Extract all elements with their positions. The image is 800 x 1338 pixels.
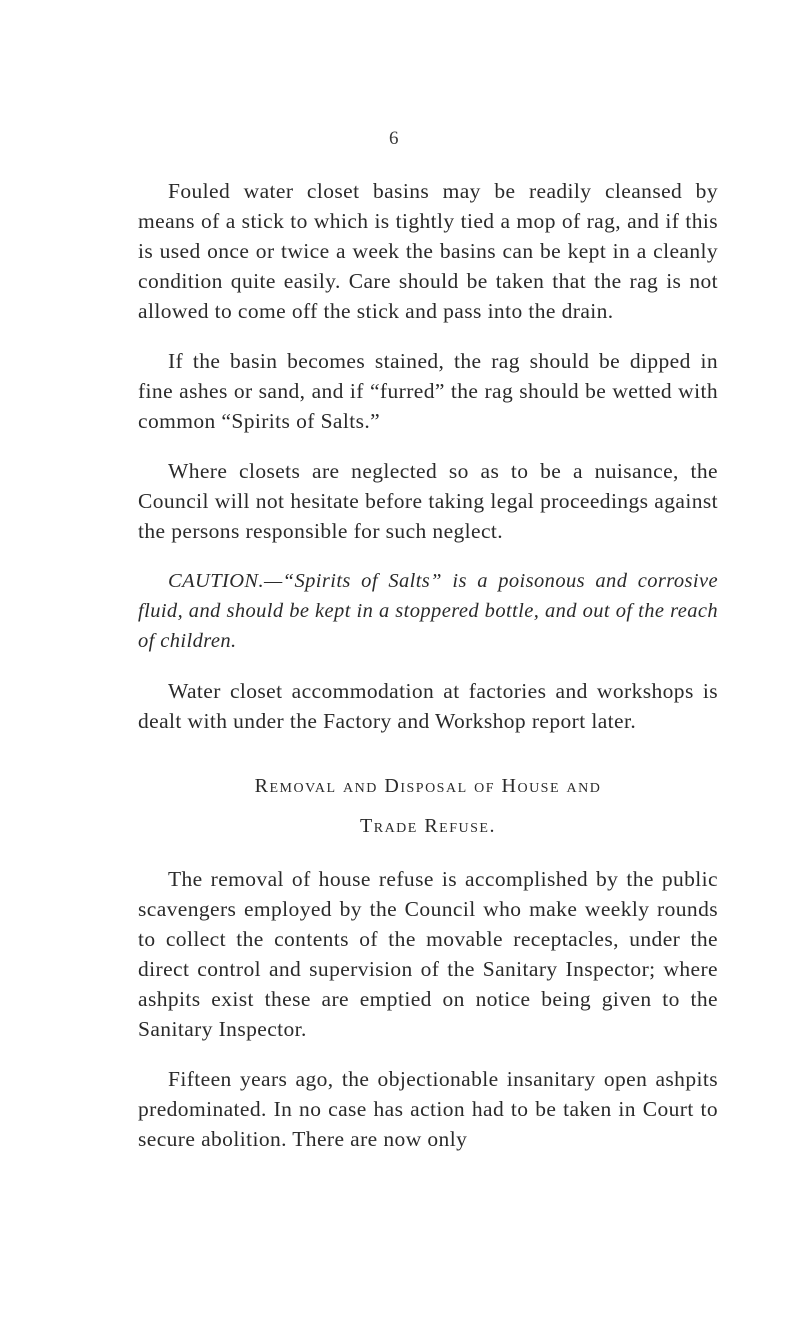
- paragraph-refuse-removal: The removal of house refuse is accomplished by the public scavengers employed by the Council who make weekly rounds to collect the contents of the movable receptacles, under the direct control and supervision of the Sanitary Inspector; where ashpits exist these are emptied on notice being given to the Sanitary Inspector.: [138, 867, 718, 1041]
- paragraph-stained-basin: If the basin becomes stained, the rag should be dipped in fine ashes or sand, and if “furred” the rag should be wetted with common “Spirits of Salts.”: [138, 349, 718, 433]
- section-heading-line1: [138, 770, 718, 802]
- caution-note: CAUTION.—“Spirits of Salts” is a poisonous and corrosive fluid, and should be kept in a stoppered bottle, and out of the reach of children.: [138, 570, 718, 652]
- paragraph-ashpits: Fifteen years ago, the objectionable insanitary open ashpits predominated. In no case has action had to be taken in Court to secure abolition. There are now only: [138, 1067, 718, 1151]
- section-heading-text: Removal and Disposal of House and: [254, 775, 602, 797]
- page-number: 6: [389, 128, 399, 149]
- paragraph-factory-closets: Water closet accommodation at factories and workshops is dealt with under the Factory and Workshop report later.: [138, 679, 718, 733]
- paragraph-neglected-closets: Where closets are neglected so as to be a nuisance, the Council will not hesitate before taking legal proceedings against the persons responsible for such neglect.: [138, 459, 718, 543]
- section-heading-line2: Trade Refuse.: [360, 815, 496, 837]
- document-body: [138, 176, 718, 1154]
- paragraph-basin-cleansing: Fouled water closet basins may be readily cleansed by means of a stick to which is tightly tied a mop of rag, and if this is used once or twice a week the basins can be kept in a cleanly condition quite easily. Care should be taken that the rag is not allowed to come off the stick and pass into the drain.: [138, 179, 718, 323]
